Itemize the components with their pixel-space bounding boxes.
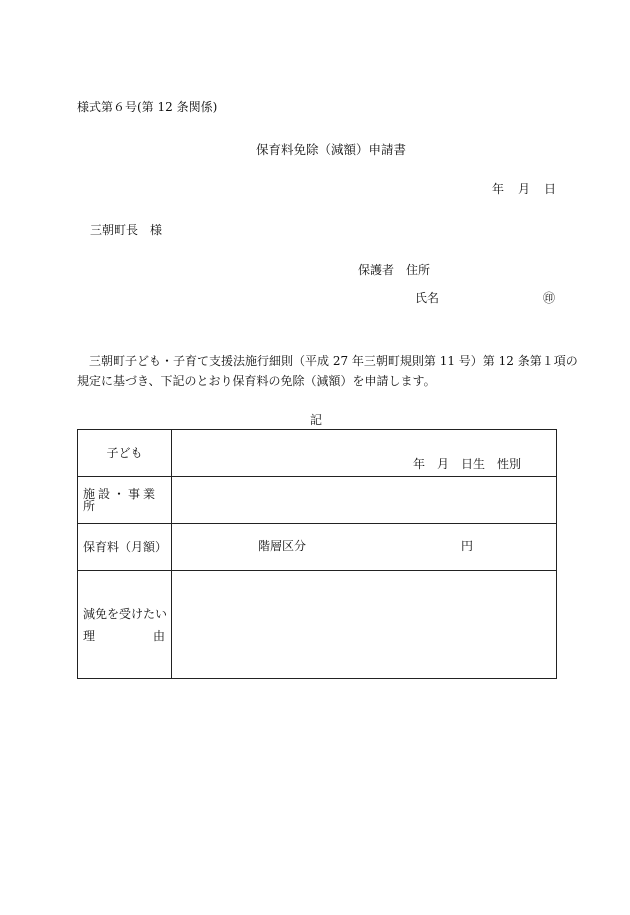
date-year-label: 年 xyxy=(491,182,504,196)
guardian-address-label: 保護者 住所 xyxy=(358,263,431,277)
reason-row xyxy=(78,571,557,679)
statement-line-1: 三朝町子ども・子育て支援法施行細則（平成 27 年三朝町規則第 11 号）第 12 条第１項の xyxy=(89,354,578,368)
seal-mark: ㊞ xyxy=(543,291,556,305)
fee-row xyxy=(78,524,557,571)
child-birth-gender xyxy=(413,458,521,470)
child-field[interactable] xyxy=(172,430,557,477)
facility-label: 施設・事業所 xyxy=(78,477,172,524)
child-birth-label: 日生 xyxy=(460,457,485,471)
child-row xyxy=(78,430,557,477)
facility-row xyxy=(78,477,557,524)
reason-label-line2 xyxy=(83,625,165,647)
fee-yen-label: 円 xyxy=(461,539,474,553)
child-gender-label: 性別 xyxy=(496,457,521,471)
document-title: 保育料免除（減額）申請書 xyxy=(256,142,407,157)
statement-line-2: 規定に基づき、下記のとおり保育料の免除（減額）を申請します。 xyxy=(77,374,436,388)
addressee: 三朝町長 様 xyxy=(90,223,163,237)
application-statement xyxy=(77,351,578,391)
ki-heading: 記 xyxy=(310,413,323,427)
reason-label-line1: 減免を受けたい xyxy=(83,606,168,621)
date-month-label: 月 xyxy=(517,182,530,196)
application-date xyxy=(492,183,556,195)
child-year-label: 年 xyxy=(412,457,425,471)
facility-field[interactable] xyxy=(172,477,557,524)
reason-label-char2: 由 xyxy=(152,628,165,643)
fee-label: 保育料（月額） xyxy=(78,524,172,571)
reason-field[interactable] xyxy=(172,571,557,679)
date-day-label: 日 xyxy=(543,182,556,196)
form-number: 様式第６号(第 12 条関係) xyxy=(77,100,218,114)
child-month-label: 月 xyxy=(436,457,449,471)
child-label: 子ども xyxy=(78,430,172,477)
fee-tier-label: 階層区分 xyxy=(258,539,307,553)
reason-label-char1: 理 xyxy=(83,628,96,643)
guardian-name-label: 氏名 xyxy=(415,291,440,305)
fee-field[interactable] xyxy=(172,524,557,571)
application-form-table xyxy=(77,429,557,679)
reason-label xyxy=(78,571,172,679)
